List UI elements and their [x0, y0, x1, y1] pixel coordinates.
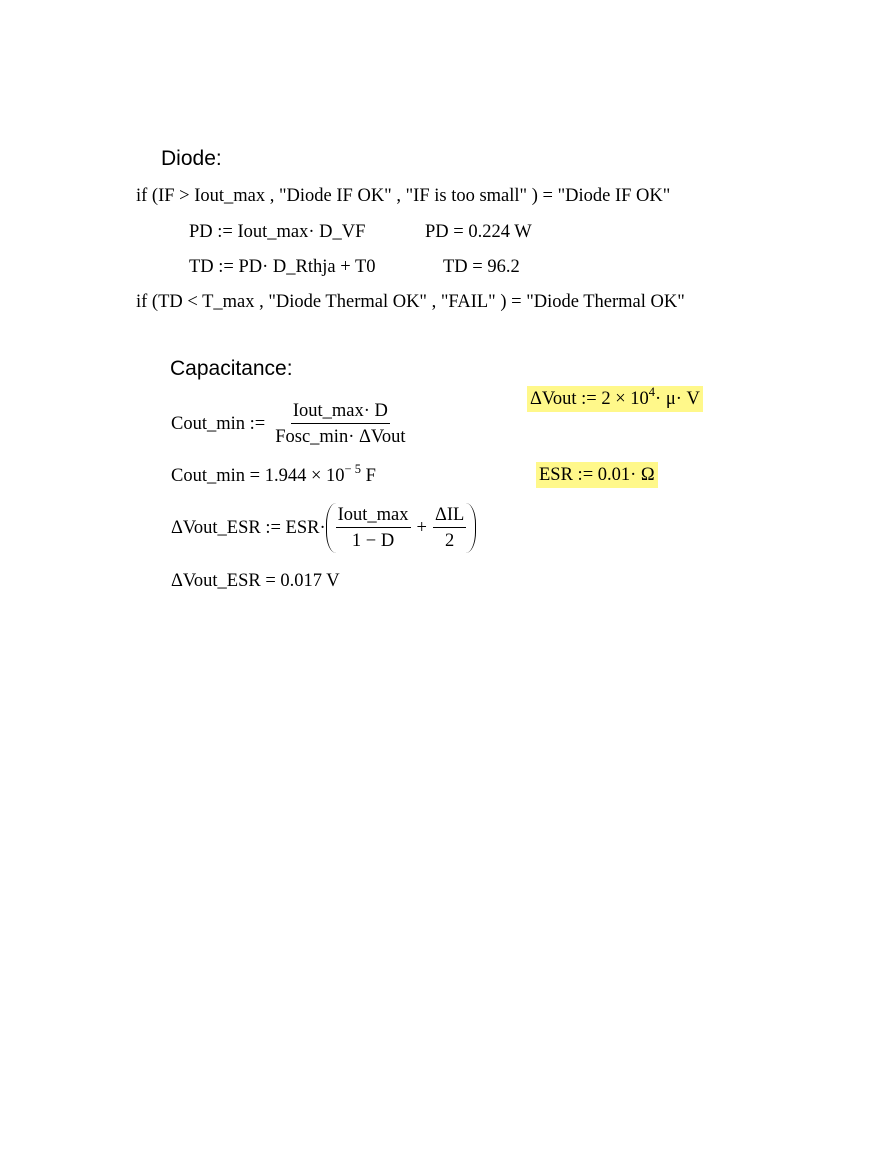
diode-if-check-expr: if (IF > Iout_max , "Diode IF OK" , "IF is too small" )	[136, 186, 538, 206]
cout-min-definition	[171, 400, 408, 448]
dil-fraction-denominator: 2	[445, 531, 455, 551]
cout-min-unit: F	[365, 466, 376, 486]
dvout-definition	[527, 386, 703, 412]
right-paren	[466, 503, 476, 553]
td-definition: TD := PD· D_Rthja + T0	[189, 257, 376, 277]
iout-fraction-denominator: 1 − D	[351, 531, 395, 551]
iout-fraction	[336, 504, 411, 552]
pd-result: PD = 0.224 W	[425, 222, 532, 242]
diode-heading: Diode:	[161, 147, 222, 170]
capacitance-heading: Capacitance:	[170, 357, 293, 380]
diode-if-check-eq: =	[542, 186, 553, 206]
cout-min-numerator: Iout_max· D	[291, 400, 390, 424]
cout-min-result	[171, 462, 376, 487]
diode-if-check-result: "Diode IF OK"	[557, 186, 671, 206]
dvout-definition-base: ΔVout := 2 × 10	[530, 389, 649, 409]
dil-fraction-numerator: ΔIL	[433, 504, 466, 528]
dil-fraction	[433, 504, 466, 552]
dvout-esr-result: ΔVout_ESR = 0.017 V	[171, 571, 340, 591]
diode-thermal-check	[136, 291, 685, 313]
diode-thermal-check-eq: =	[511, 292, 522, 312]
left-paren	[326, 503, 336, 553]
td-result: TD = 96.2	[443, 257, 520, 277]
cout-min-lhs: Cout_min :=	[171, 414, 266, 434]
cout-min-denominator: Fosc_min· ΔVout	[275, 427, 406, 447]
dvout-esr-lhs: ΔVout_ESR := ESR·	[171, 518, 326, 538]
iout-fraction-numerator: Iout_max	[336, 504, 411, 528]
dvout-unit: · μ· V	[655, 389, 700, 409]
diode-thermal-check-result: "Diode Thermal OK"	[526, 292, 685, 312]
diode-thermal-check-expr: if (TD < T_max , "Diode Thermal OK" , "FAIL" )	[136, 292, 507, 312]
diode-if-check	[136, 185, 670, 207]
cout-min-fraction	[273, 400, 407, 448]
cout-min-exponent: − 5	[344, 462, 361, 476]
plus-sign: +	[416, 518, 427, 538]
cout-min-result-base: Cout_min = 1.944 × 10	[171, 466, 345, 486]
esr-definition: ESR := 0.01· Ω	[536, 462, 658, 488]
pd-definition: PD := Iout_max· D_VF	[189, 222, 366, 242]
dvout-esr-definition	[171, 503, 476, 553]
dvout-exponent: 4	[648, 385, 656, 399]
